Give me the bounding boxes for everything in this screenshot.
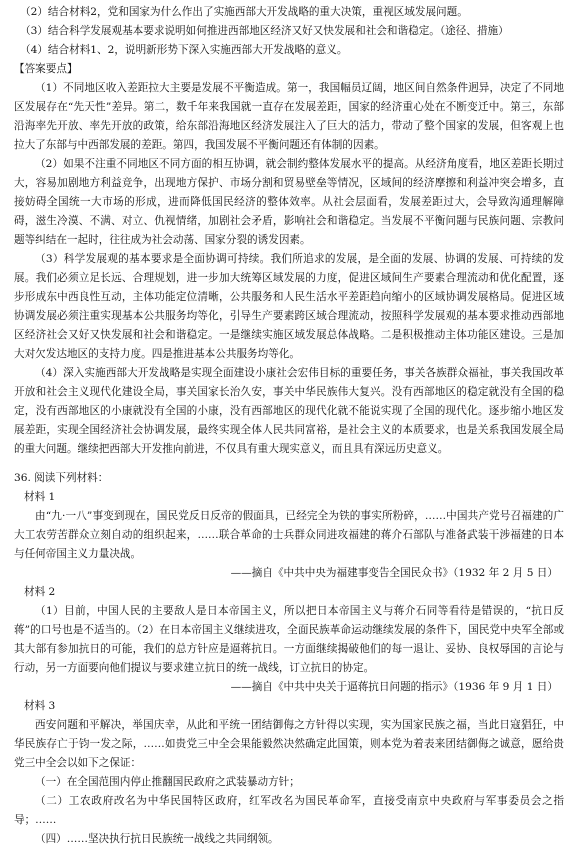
question-2: （2）结合材料2，党和国家为什么作出了实施西部大开发战略的重大决策，重视区域发展问题。 (20, 6, 468, 18)
material-2-text: （1）目前，中国人民的主要敌人是日本帝国主义，所以把日本帝国主义与蒋介石同等看待是错误的，“抗日反蒋”的口号也是不适当的。（2）在日本帝国主义继续进攻，全面民族革命运动继续发展的条件下，国民党中央军全部或其大部有参加抗日的可能，我们的总方针应是逼蒋抗日。一方面继续揭破他们的每一退让、妥协、良权辱国的言论与行动，另一方面要向他们提议与要求建立抗日的统一战线，订立抗日的协定。 (14, 605, 564, 674)
material-3-item-2: （二）工农政府改名为中华民国特区政府，红军改名为国民革命军，直接受南京中央政府与军事委员会之指导；…… (14, 795, 564, 826)
material-1-text: 由“九·一八”事变到现在，国民党反日反帝的假面具，已经完全为铁的事实所粉碎，……中国共产党号召福建的广大工农劳苦群众立刻自动的组织起来，……联合革命的士兵群众同进攻福建的蒋介石部队与准备武装干涉福建的日本与任何帝国主义力量决战。 (14, 510, 564, 560)
material-1-source: ——摘自《中共中央为福建事变告全国民众书》（1932 年 2 月 5 日） (230, 567, 558, 579)
question-36-heading: 36. 阅读下列材料： (14, 472, 109, 484)
answer-4: （4）深入实施西部大开发战略是实现全面建设小康社会宏伟目标的重要任务，事关各族群众福祉，事关我国改革开放和社会主义现代化建设全局，事关国家长治久安，事关中华民族伟大复兴。没有西部地区的稳定就没有全国的稳定，没有西部地区的小康就没有全国的小康，没有西部地区的现代化就不能说实现了全国的现代化。逐步缩小地区发展差距，实现全国经济社会协调发展，最终实现全体人民共同富裕，是社会主义的本质要求，也是关系我国发展全局的重大问题。继续把西部大开发推向前进，不仅具有重大现实意义，而且具有深远历史意义。 (14, 367, 564, 455)
material-3-text: 西安问题和平解决，举国庆幸，从此和平统一团结御侮之方针得以实现，实为国家民族之福，当此日寇猖狂，中华民族存亡于钧一发之际，……如贵党三中全会果能毅然决然确定此国策，则本党为着表来团结御侮之诚意，愿给贵党三中全会以如下之保证： (14, 719, 564, 769)
material-1-label: 材料 1 (24, 491, 56, 503)
material-3-label: 材料 3 (24, 700, 56, 712)
material-3-item-4: （四）……坚决执行抗日民族统一战线之共同纲领。 (35, 833, 279, 845)
question-3: （3）结合科学发展观基本要求说明如何推进西部地区经济又好又快发展和社会和谐稳定。（途径、措施） (20, 25, 509, 37)
question-4: （4）结合材料1、2，说明新形势下深入实施西部大开发战略的意义。 (20, 44, 348, 56)
material-3-item-1: （一）在全国范围内停止推翻国民政府之武装暴动方针； (35, 776, 300, 788)
answer-2: （2）如果不注重不同地区不同方面的相互协调，就会制约整体发展水平的提高。从经济角度看，地区差距长期过大，容易加剧地方利益竞争，出现地方保护、市场分割和贸易壁垒等情况，区域间的经济摩擦和利益冲突会增多，直接妨碍全国统一大市场的形成，进而降低国民经济的整体效率。从社会层面看，发展差距过大，会导致沟通理解障碍，滋生冷漠、不满、对立、仇视情绪，加剧社会矛盾，影响社会和谐稳定。当发展不平衡问题与民族问题、宗教问题等纠结在一起时，往往成为社会动荡、国家分裂的诱发因素。 (14, 158, 564, 246)
material-2-label: 材料 2 (24, 586, 56, 598)
material-2-source: ——摘自《中共中央关于逼蒋抗日问题的指示》（1936 年 9 月 1 日） (230, 681, 558, 693)
answer-title: 【答案要点】 (14, 63, 78, 75)
answer-1: （1）不同地区收入差距拉大主要是发展不平衡造成。第一，我国幅员辽阔，地区间自然条件迥异，决定了不同地区发展存在“先天性”差异。第二，数千年来我国就一直存在发展差距，国家的经济重心处在不断变迁中。第三，东部沿海率先开放、率先开放的政策，给东部沿海地区经济发展注入了巨大的活力，带动了整个国家的发展，但客观上也拉大了东部与中西部发展的差距。第四，我国发展不平衡问题还有体制的因素。 (14, 82, 564, 151)
answer-3: （3）科学发展观的基本要求是全面协调可持续。我们所追求的发展，是全面的发展、协调的发展、可持续的发展。我们必须立足长远、合理规划，进一步加大统筹区域发展的力度，促进区域间生产要素合理流动和优化配置，逐步形成东中西良性互动，主体功能定位清晰，公共服务和人民生活水平差距趋向缩小的区域协调发展格局。促进区域协调发展必须注重实现基本公共服务均等化，引导生产要素跨区域合理流动，按照科学发展观的基本要求推动西部地区经济社会又好又快发展和社会和谐稳定。一是继续实施区域发展总体战略。二是积极推动主体功能区建设。三是加大对欠发达地区的支持力度。四是推进基本公共服务均等化。 (14, 253, 564, 360)
